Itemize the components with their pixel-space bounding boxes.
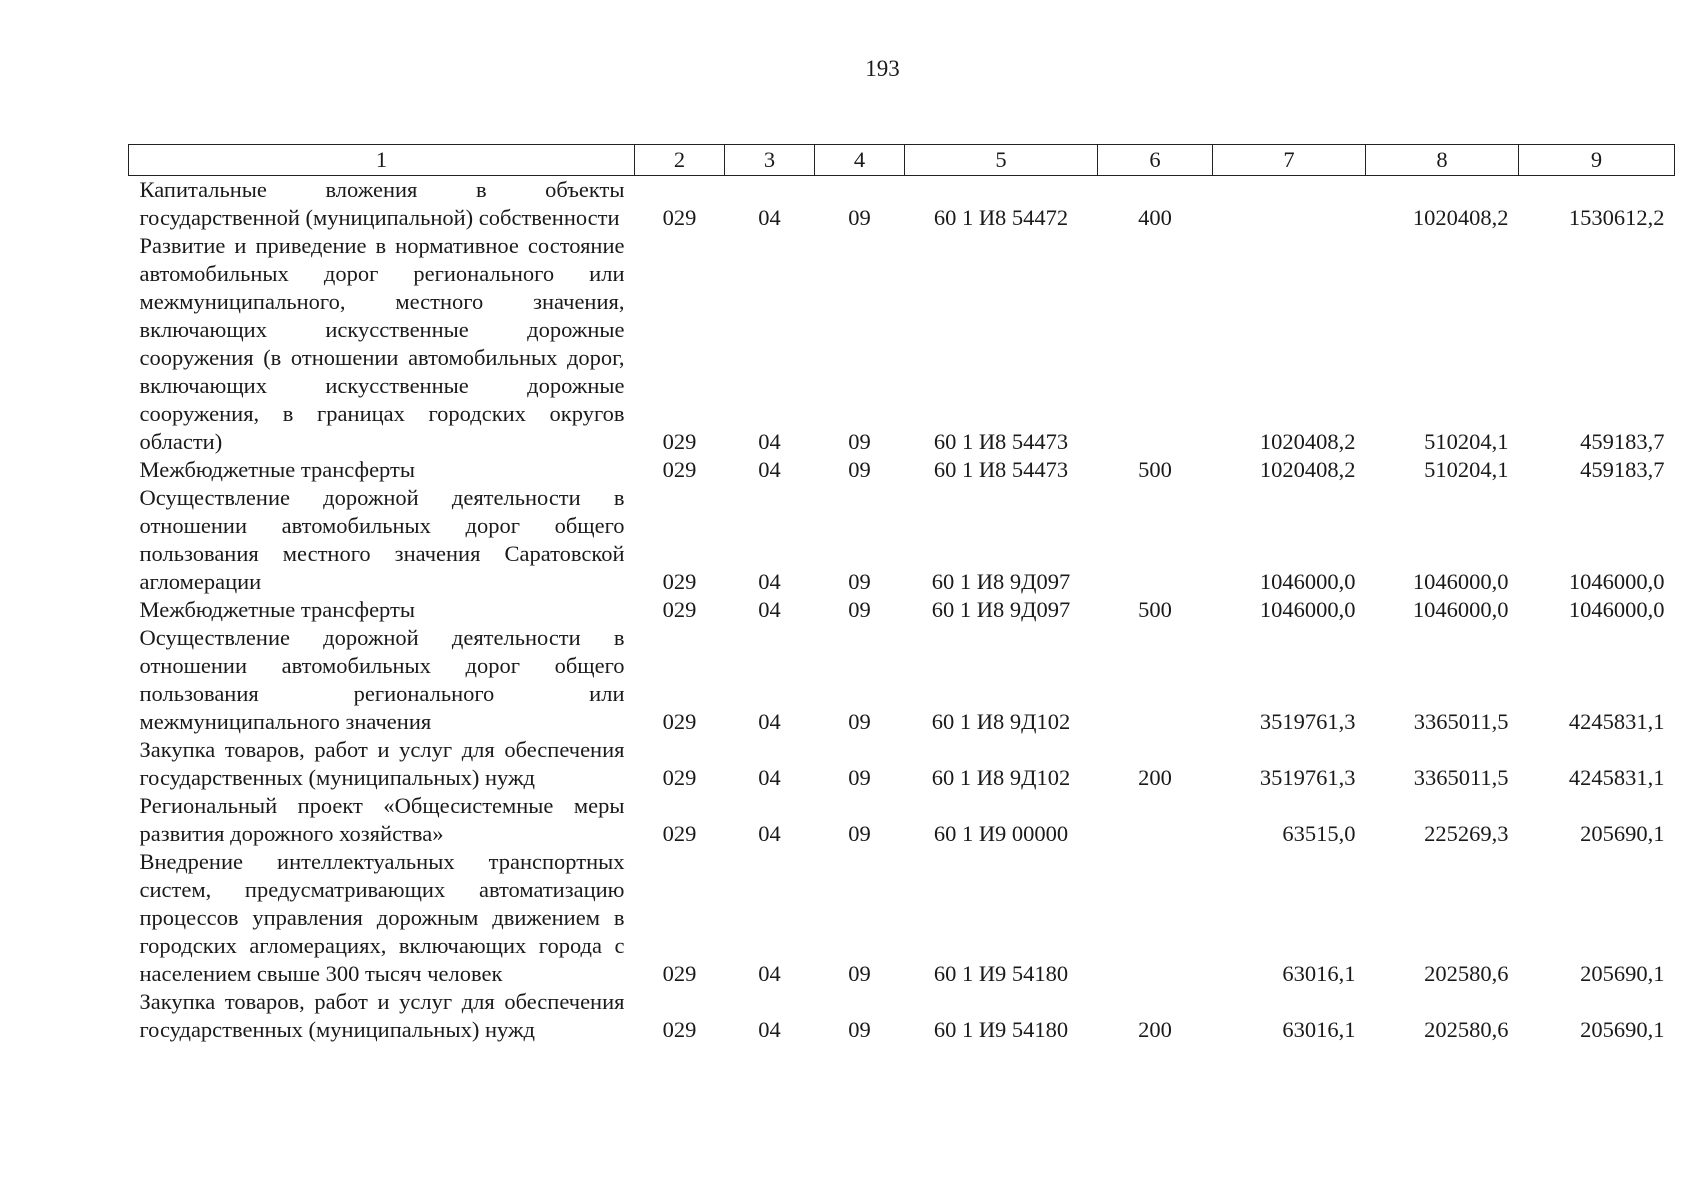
column-header: 6 bbox=[1098, 145, 1213, 176]
amount-col-7: 3519761,3 bbox=[1259, 765, 1356, 790]
subsection-code: 09 bbox=[848, 765, 871, 790]
table-row bbox=[129, 736, 1675, 792]
admin-code: 029 bbox=[662, 765, 697, 790]
table-row bbox=[129, 848, 1675, 988]
subsection-code: 09 bbox=[848, 821, 871, 846]
amount-col-7 bbox=[1213, 176, 1366, 233]
target-article-code: 60 1 И9 54180 bbox=[933, 961, 1069, 986]
amount-col-8: 3365011,5 bbox=[1413, 765, 1509, 790]
row-name: Региональный проект «Общесистемные меры развития дорожного хозяйства» bbox=[139, 793, 625, 846]
amount-col-9: 1046000,0 bbox=[1568, 597, 1665, 622]
section-code: 04 bbox=[758, 765, 781, 790]
amount-col-8: 1046000,0 bbox=[1412, 569, 1509, 594]
amount-col-8: 3365011,5 bbox=[1413, 709, 1509, 734]
expense-type-code: 200 bbox=[1138, 765, 1172, 790]
table-row bbox=[129, 624, 1675, 736]
amount-col-8: 202580,6 bbox=[1424, 961, 1509, 986]
amount-col-7: 1020408,2 bbox=[1259, 429, 1356, 454]
target-article-code: 60 1 И8 54473 bbox=[933, 457, 1069, 482]
page-number: 193 bbox=[865, 56, 900, 81]
target-article-code: 60 1 И8 54473 bbox=[933, 429, 1069, 454]
amount-col-7: 1046000,0 bbox=[1259, 569, 1356, 594]
column-header: 9 bbox=[1519, 145, 1675, 176]
target-article-code: 60 1 И9 00000 bbox=[933, 821, 1069, 846]
amount-col-7: 3519761,3 bbox=[1259, 709, 1356, 734]
amount-col-9: 205690,1 bbox=[1580, 821, 1665, 846]
expense-type-code: 500 bbox=[1138, 457, 1172, 482]
column-header: 2 bbox=[635, 145, 725, 176]
target-article-code: 60 1 И8 9Д102 bbox=[931, 709, 1071, 734]
amount-col-9: 1530612,2 bbox=[1568, 205, 1665, 230]
table-row bbox=[129, 988, 1675, 1044]
table-row bbox=[129, 596, 1675, 624]
amount-col-8: 510204,1 bbox=[1424, 429, 1509, 454]
amount-col-8: 1020408,2 bbox=[1412, 205, 1509, 230]
section-code: 04 bbox=[758, 205, 781, 230]
column-header: 7 bbox=[1213, 145, 1366, 176]
expense-type-code bbox=[1098, 848, 1213, 988]
amount-col-8: 202580,6 bbox=[1424, 1017, 1509, 1042]
header-row bbox=[129, 145, 1675, 176]
admin-code: 029 bbox=[662, 205, 697, 230]
subsection-code: 09 bbox=[848, 709, 871, 734]
admin-code: 029 bbox=[662, 1017, 697, 1042]
target-article-code: 60 1 И8 9Д102 bbox=[931, 765, 1071, 790]
section-code: 04 bbox=[758, 961, 781, 986]
section-code: 04 bbox=[758, 1017, 781, 1042]
amount-col-7: 1046000,0 bbox=[1259, 597, 1356, 622]
table-row bbox=[129, 456, 1675, 484]
table-row bbox=[129, 484, 1675, 596]
row-name: Закупка товаров, работ и услуг для обеспечения государственных (муниципальных) нужд bbox=[139, 989, 625, 1042]
admin-code: 029 bbox=[662, 429, 697, 454]
budget-table bbox=[128, 144, 1675, 1044]
amount-col-9: 459183,7 bbox=[1580, 457, 1665, 482]
subsection-code: 09 bbox=[848, 205, 871, 230]
section-code: 04 bbox=[758, 709, 781, 734]
amount-col-9: 205690,1 bbox=[1580, 1017, 1665, 1042]
subsection-code: 09 bbox=[848, 961, 871, 986]
subsection-code: 09 bbox=[848, 597, 871, 622]
row-name: Осуществление дорожной деятельности в отношении автомобильных дорог общего пользования местного значения Саратовской агломерации bbox=[139, 485, 625, 594]
amount-col-8: 225269,3 bbox=[1424, 821, 1509, 846]
column-header: 5 bbox=[905, 145, 1098, 176]
row-name: Капитальные вложения в объекты государственной (муниципальной) собственности bbox=[139, 177, 625, 230]
target-article-code: 60 1 И8 9Д097 bbox=[931, 569, 1071, 594]
column-header: 3 bbox=[725, 145, 815, 176]
amount-col-7: 63515,0 bbox=[1282, 821, 1356, 846]
amount-col-9: 4245831,1 bbox=[1568, 709, 1665, 734]
amount-col-8: 510204,1 bbox=[1424, 457, 1509, 482]
column-header: 8 bbox=[1366, 145, 1519, 176]
amount-col-9: 1046000,0 bbox=[1568, 569, 1665, 594]
subsection-code: 09 bbox=[848, 429, 871, 454]
row-name: Внедрение интеллектуальных транспортных систем, предусматривающих автоматизацию процессов управления дорожным движением в городских агломерациях, включающих города с населением свыше 300 тысяч человек bbox=[139, 849, 625, 986]
admin-code: 029 bbox=[662, 457, 697, 482]
amount-col-7: 63016,1 bbox=[1282, 961, 1356, 986]
target-article-code: 60 1 И8 54472 bbox=[933, 205, 1069, 230]
table-row bbox=[129, 232, 1675, 456]
row-name: Межбюджетные трансферты bbox=[139, 457, 415, 482]
target-article-code: 60 1 И9 54180 bbox=[933, 1017, 1069, 1042]
expense-type-code: 200 bbox=[1138, 1017, 1172, 1042]
admin-code: 029 bbox=[662, 821, 697, 846]
section-code: 04 bbox=[758, 821, 781, 846]
row-name: Развитие и приведение в нормативное состояние автомобильных дорог регионального или межмуниципального, местного значения, включающих искусственные дорожные сооружения (в отношении автомобильных дорог, включающих искусственные дорожные сооружения, в границах городских округов области) bbox=[139, 233, 625, 454]
amount-col-9: 205690,1 bbox=[1580, 961, 1665, 986]
amount-col-8: 1046000,0 bbox=[1412, 597, 1509, 622]
expense-type-code bbox=[1098, 484, 1213, 596]
subsection-code: 09 bbox=[848, 1017, 871, 1042]
admin-code: 029 bbox=[662, 569, 697, 594]
section-code: 04 bbox=[758, 597, 781, 622]
row-name: Межбюджетные трансферты bbox=[139, 597, 415, 622]
table-row bbox=[129, 792, 1675, 848]
row-name: Осуществление дорожной деятельности в отношении автомобильных дорог общего пользования регионального или межмуниципального значения bbox=[139, 625, 625, 734]
admin-code: 029 bbox=[662, 961, 697, 986]
subsection-code: 09 bbox=[848, 569, 871, 594]
column-header: 4 bbox=[815, 145, 905, 176]
amount-col-9: 459183,7 bbox=[1580, 429, 1665, 454]
admin-code: 029 bbox=[662, 709, 697, 734]
expense-type-code bbox=[1098, 232, 1213, 456]
row-name: Закупка товаров, работ и услуг для обеспечения государственных (муниципальных) нужд bbox=[139, 737, 625, 790]
expense-type-code bbox=[1098, 792, 1213, 848]
column-header: 1 bbox=[129, 145, 635, 176]
section-code: 04 bbox=[758, 429, 781, 454]
expense-type-code: 500 bbox=[1138, 597, 1172, 622]
admin-code: 029 bbox=[662, 597, 697, 622]
amount-col-7: 1020408,2 bbox=[1259, 457, 1356, 482]
expense-type-code bbox=[1098, 624, 1213, 736]
section-code: 04 bbox=[758, 457, 781, 482]
table-row bbox=[129, 176, 1675, 233]
subsection-code: 09 bbox=[848, 457, 871, 482]
section-code: 04 bbox=[758, 569, 781, 594]
expense-type-code: 400 bbox=[1138, 205, 1172, 230]
target-article-code: 60 1 И8 9Д097 bbox=[931, 597, 1071, 622]
amount-col-9: 4245831,1 bbox=[1568, 765, 1665, 790]
amount-col-7: 63016,1 bbox=[1282, 1017, 1356, 1042]
